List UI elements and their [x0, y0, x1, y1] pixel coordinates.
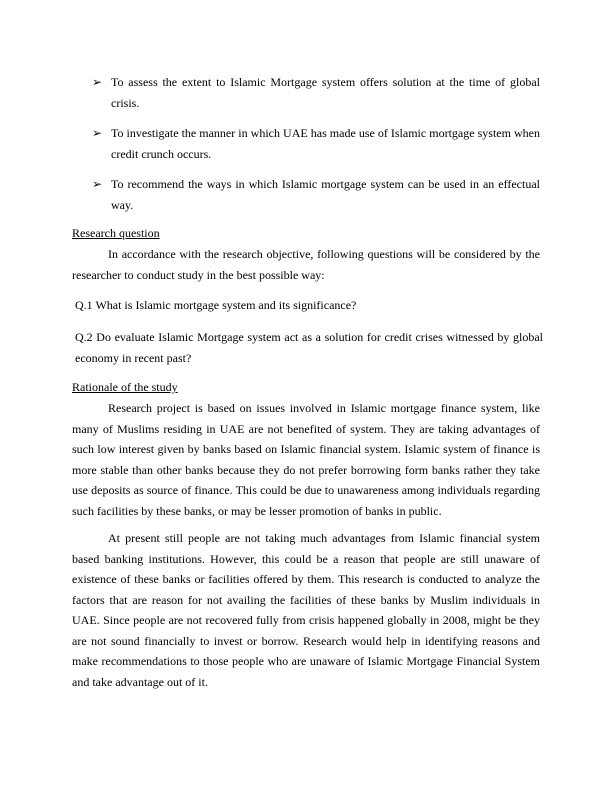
- rationale-heading: Rationale of the study: [72, 380, 178, 394]
- objective-text: To assess the extent to Islamic Mortgage system offers solution at the time of global crisis.: [111, 75, 540, 110]
- objective-item: [72, 174, 540, 215]
- question-2: Q.2 Do evaluate Islamic Mortgage system act as a solution for credit crises witnessed by global economy in recent past?: [75, 330, 543, 365]
- arrow-bullet-icon: ➢: [92, 75, 103, 89]
- arrow-bullet-icon: ➢: [92, 177, 103, 191]
- objective-item: [72, 72, 540, 113]
- research-question-heading: Research question: [72, 226, 160, 240]
- rationale-paragraph-1: Research project is based on issues involved in Islamic mortgage finance system, like many of Muslims residing in UAE are not benefited of system. They are taking advantages of such low interest given by banks based on Islamic financial system. Islamic system of finance is more stable than other banks because they do not prefer borrowing form banks rather they take use deposits as source of finance. This could be due to unawareness among individuals regarding such facilities by these banks, or may be lesser promotion of banks in public.: [72, 401, 540, 518]
- objectives-list: [72, 72, 540, 225]
- question-1: Q.1 What is Islamic mortgage system and its significance?: [75, 298, 357, 312]
- rationale-paragraph-2: At present still people are not taking much advantages from Islamic financial system based banking institutions. However, this could be a reason that people are still unaware of existence of these banks or facilities offered by them. This research is conducted to analyze the factors that are reason for not availing the facilities of these banks by Muslim individuals in UAE. Since people are not recovered fully from crisis happened globally in 2008, might be they are not sound financially to invest or borrow. Research would help in identifying reasons and make recommendations to those people who are unaware of Islamic Mortgage Financial System and take advantage out of it.: [72, 531, 540, 689]
- research-question-intro: In accordance with the research objective, following questions will be considered by the researcher to conduct study in the best possible way:: [72, 247, 540, 282]
- objective-item: [72, 123, 540, 164]
- arrow-bullet-icon: ➢: [92, 126, 103, 140]
- objective-text: To investigate the manner in which UAE has made use of Islamic mortgage system when credit crunch occurs.: [111, 126, 540, 161]
- objective-text: To recommend the ways in which Islamic mortgage system can be used in an effectual way.: [111, 177, 540, 212]
